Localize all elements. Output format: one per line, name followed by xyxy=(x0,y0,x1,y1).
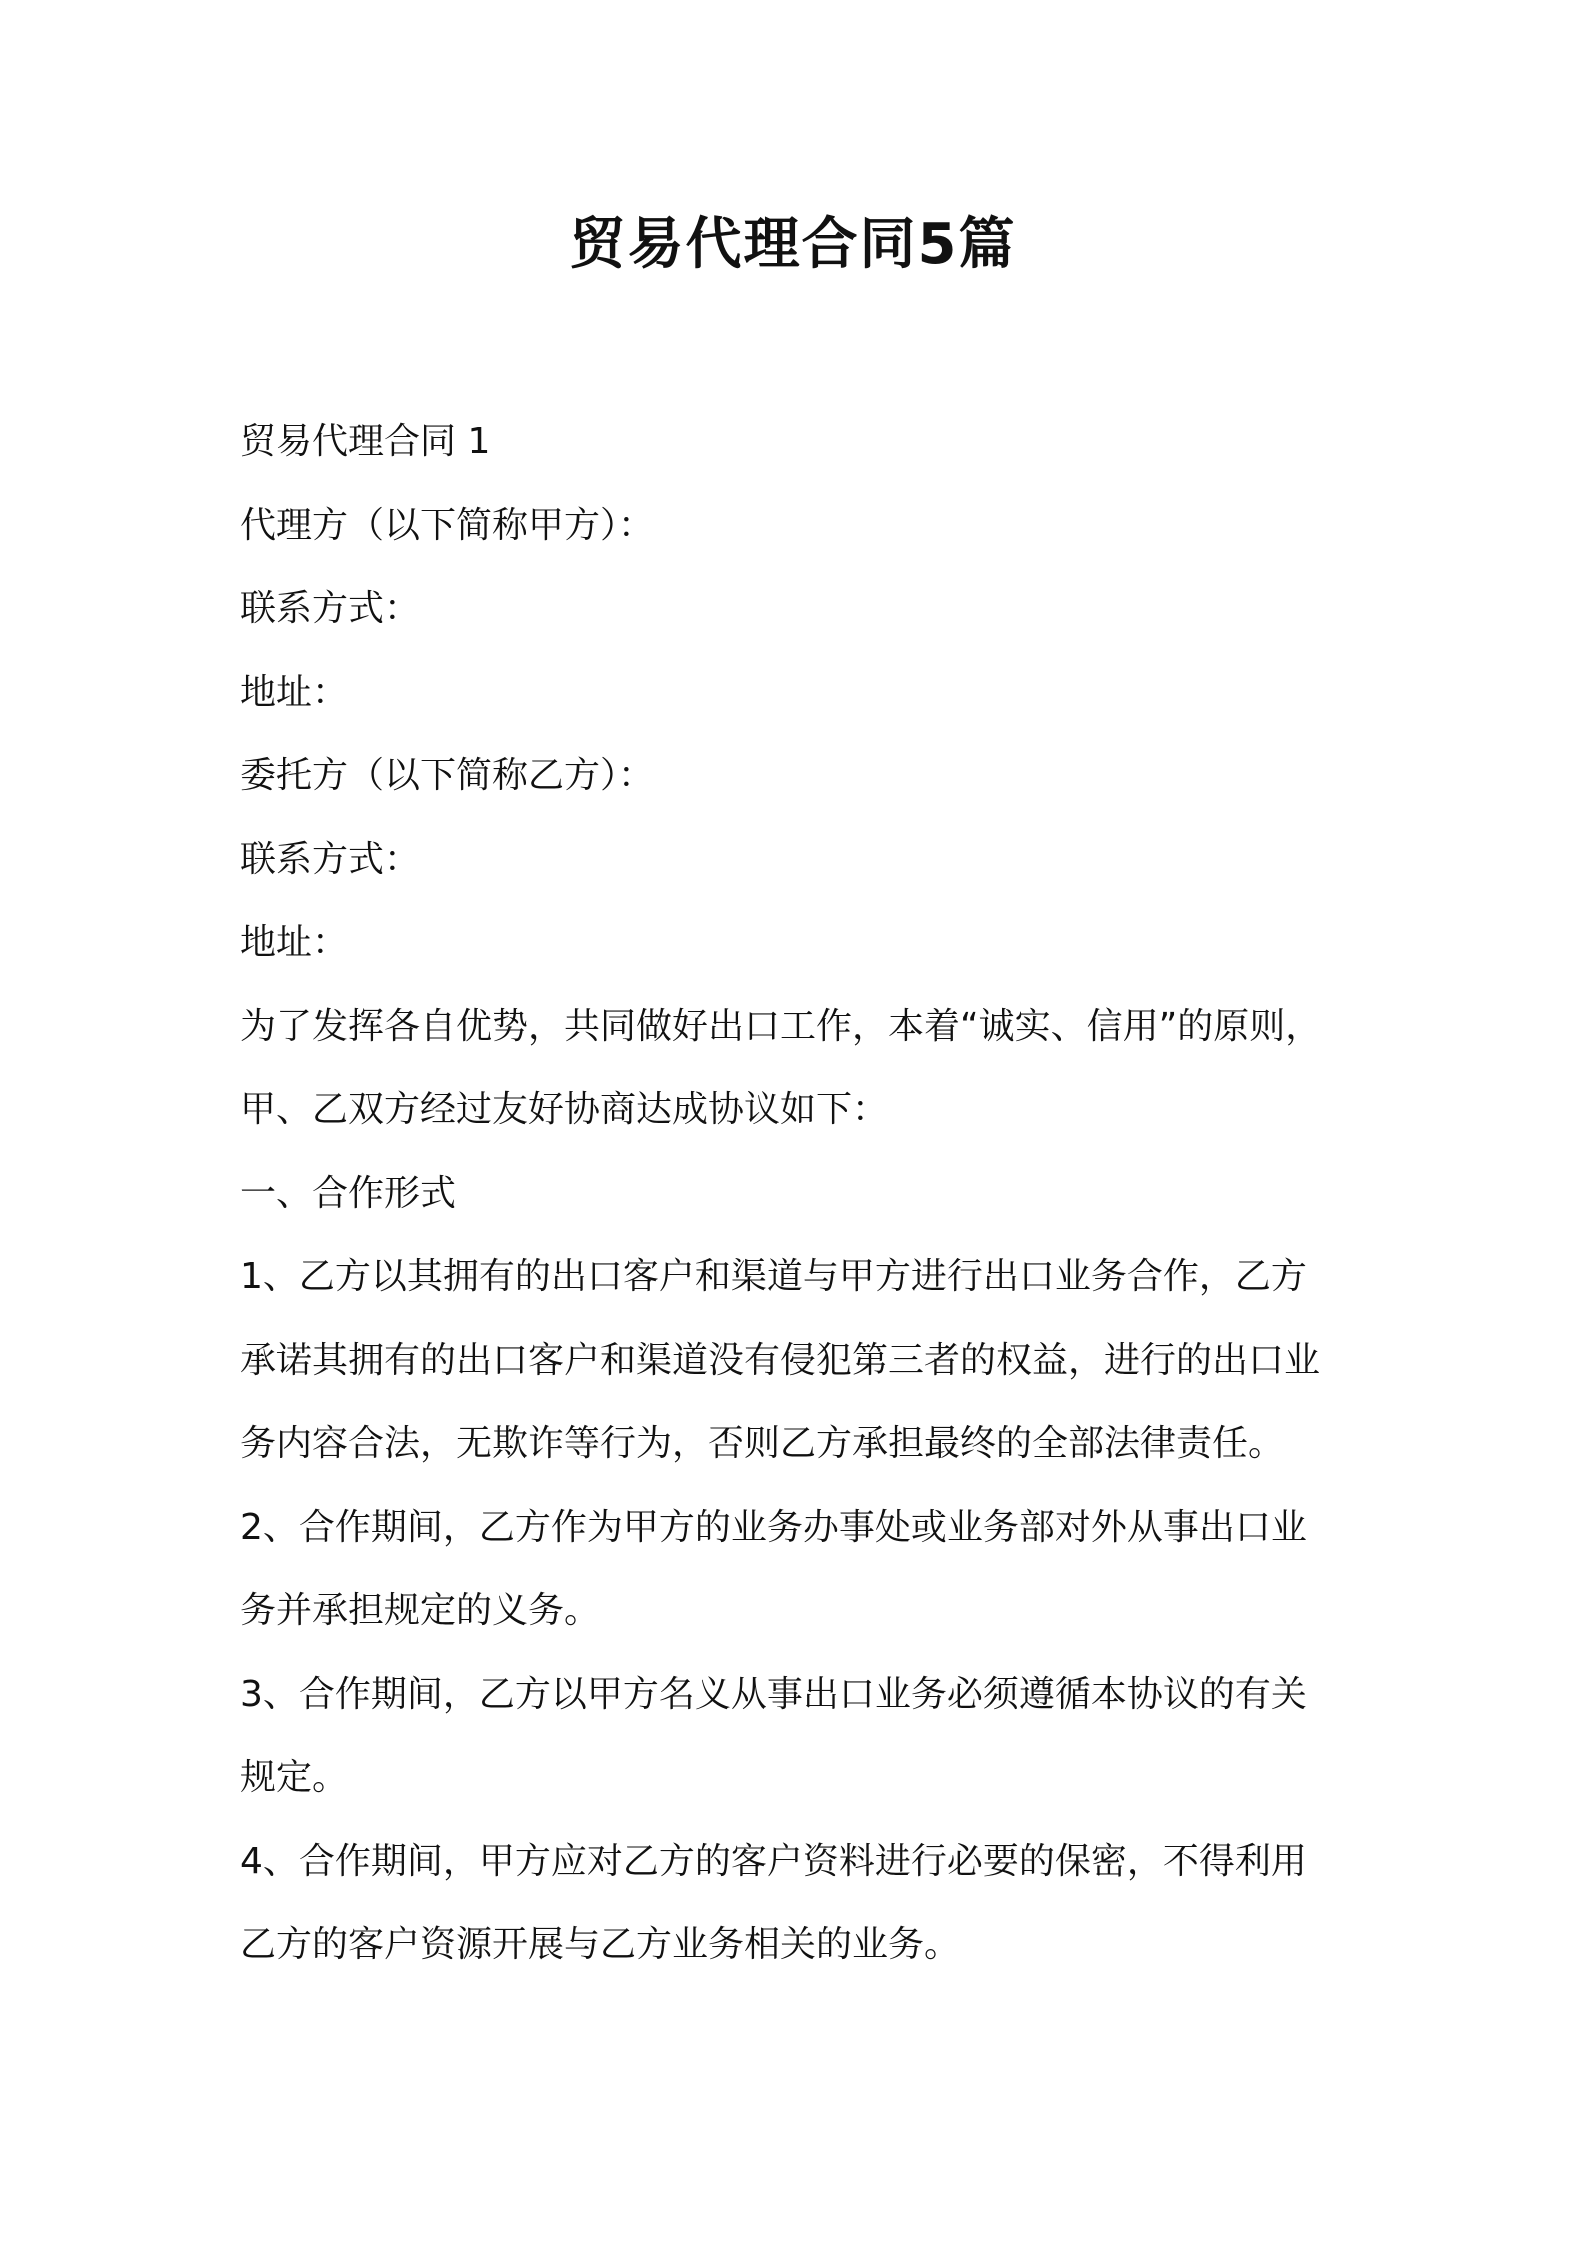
party-b-label: 委托方（以下简称乙方）： xyxy=(240,755,655,796)
party-b-contact-label: 联系方式： xyxy=(240,838,421,880)
preamble-line: 甲、乙双方经过友好协商达成协议如下： xyxy=(240,1089,889,1130)
clause-text-line: 承诺其拥有的出口客户和渠道没有侵犯第三者的权益，进行的出口业 xyxy=(240,1339,1321,1381)
clause-heading: 一、合作形式 xyxy=(240,1172,457,1214)
party-a-label: 代理方（以下简称甲方）： xyxy=(240,504,655,546)
clause-text-line: 规定。 xyxy=(240,1757,349,1798)
party-b-address-label: 地址： xyxy=(240,922,349,963)
clause-text-line: 4、合作期间，甲方应对乙方的客户资料进行必要的保密，不得利用 xyxy=(240,1840,1307,1882)
party-a-address-label: 地址： xyxy=(240,671,349,713)
clause-text-line: 2、合作期间，乙方作为甲方的业务办事处或业务部对外从事出口业 xyxy=(240,1506,1307,1548)
section-heading: 贸易代理合同 1 xyxy=(240,421,491,462)
clause-text-line: 务并承担规定的义务。 xyxy=(240,1590,601,1631)
clause-text-line: 1、乙方以其拥有的出口客户和渠道与甲方进行出口业务合作，乙方 xyxy=(240,1256,1307,1297)
preamble-line: 为了发挥各自优势，共同做好出口工作，本着“诚实、信用”的原则， xyxy=(240,1005,1322,1047)
document-body xyxy=(240,400,1360,1987)
clause-text-line: 3、合作期间，乙方以甲方名义从事出口业务必须遵循本协议的有关 xyxy=(240,1673,1307,1715)
clause-text-line: 务内容合法，无欺诈等行为，否则乙方承担最终的全部法律责任。 xyxy=(240,1423,1285,1464)
document-title: 贸易代理合同5篇 xyxy=(569,212,1017,277)
clause-text-line: 乙方的客户资源开展与乙方业务相关的业务。 xyxy=(240,1924,961,1965)
party-a-contact-label: 联系方式： xyxy=(240,588,421,629)
